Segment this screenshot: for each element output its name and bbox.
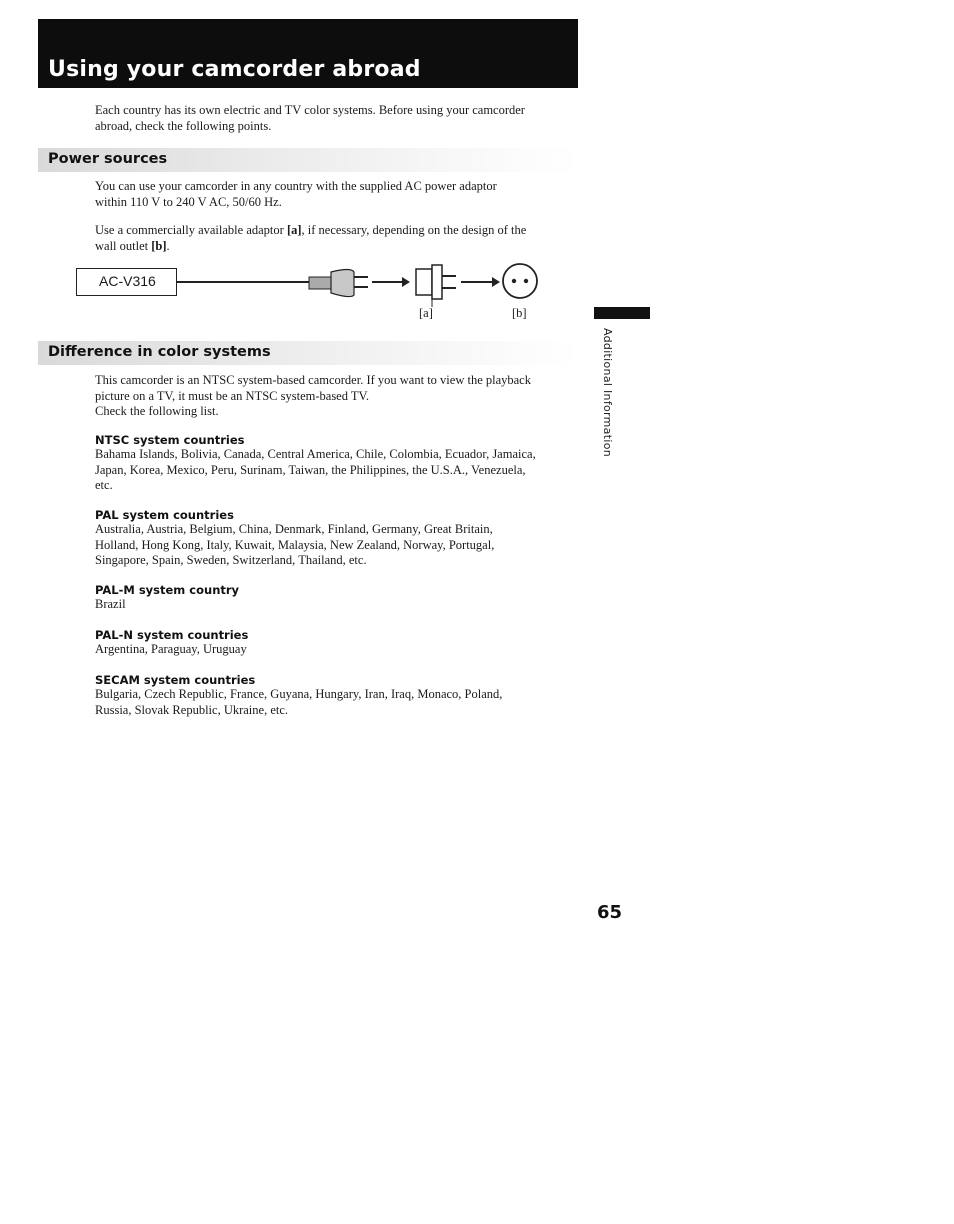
list-body — [95, 447, 536, 494]
country-list-pal — [95, 508, 494, 569]
color-paragraph — [95, 373, 531, 420]
list-line: Argentina, Paraguay, Uruguay — [95, 642, 247, 656]
power-paragraph-1 — [95, 179, 497, 210]
side-section-label: Additional Information — [601, 328, 614, 457]
ref-b: [b] — [151, 238, 167, 253]
list-body — [95, 642, 248, 658]
paragraph-line — [95, 223, 526, 239]
wall-outlet-icon — [503, 264, 537, 298]
list-heading: PAL-N system countries — [95, 628, 249, 642]
list-heading: PAL system countries — [95, 508, 234, 522]
list-line: Singapore, Spain, Sweden, Switzerland, Thailand, etc. — [95, 553, 367, 567]
text-span: , if necessary, depending on the design of the — [301, 223, 527, 237]
country-list-ntsc — [95, 433, 536, 494]
intro-line: Each country has its own electric and TV color systems. Before using your camcorder — [95, 103, 525, 117]
list-line: etc. — [95, 478, 113, 492]
list-heading: SECAM system countries — [95, 673, 256, 687]
text-span: wall outlet — [95, 238, 152, 253]
country-list-pal-m — [95, 583, 239, 613]
arrow-right-icon — [461, 277, 500, 287]
power-paragraph-2 — [95, 223, 526, 254]
side-tab-marker — [594, 307, 650, 319]
paragraph-line — [95, 239, 526, 255]
list-body — [95, 522, 494, 569]
paragraph-line: picture on a TV, it must be an NTSC system-based TV. — [95, 388, 370, 403]
arrow-right-icon — [372, 277, 410, 287]
section-heading: Difference in color systems — [48, 344, 271, 360]
country-list-secam — [95, 673, 502, 718]
text-span: . — [166, 238, 170, 253]
plug-icon — [309, 270, 368, 297]
adaptor-model-label: AC-V316 — [99, 273, 156, 289]
list-line: Russia, Slovak Republic, Ukraine, etc. — [95, 702, 289, 717]
page-number: 65 — [597, 902, 623, 923]
text-span: Use a commercially available adaptor — [95, 223, 287, 237]
list-body — [95, 597, 239, 613]
adaptor-model-box — [76, 268, 177, 296]
section-power-sources — [38, 148, 578, 172]
plug-adaptor-icon — [416, 265, 456, 307]
intro-paragraph — [95, 103, 525, 134]
list-line: Holland, Hong Kong, Italy, Kuwait, Malaysia, New Zealand, Norway, Portugal, — [95, 537, 495, 552]
label-b: [b] — [512, 306, 527, 320]
section-heading: Power sources — [48, 151, 168, 167]
paragraph-line: This camcorder is an NTSC system-based camcorder. If you want to view the playback — [95, 373, 531, 387]
power-adaptor-diagram — [176, 255, 546, 315]
intro-line: abroad, check the following points. — [95, 118, 272, 133]
paragraph-line: within 110 V to 240 V AC, 50/60 Hz. — [95, 194, 282, 209]
country-list-pal-n — [95, 628, 248, 658]
section-color-systems — [38, 341, 578, 365]
list-line: Bulgaria, Czech Republic, France, Guyana, Hungary, Iran, Iraq, Monaco, Poland, — [95, 687, 503, 701]
list-line: Australia, Austria, Belgium, China, Denmark, Finland, Germany, Great Britain, — [95, 522, 493, 536]
label-a: [a] — [419, 306, 433, 320]
page-title-bar — [38, 19, 578, 88]
ref-a: [a] — [286, 223, 302, 237]
list-line: Japan, Korea, Mexico, Peru, Surinam, Taiwan, the Philippines, the U.S.A., Venezuela, — [95, 462, 526, 477]
page-title: Using your camcorder abroad — [48, 57, 421, 82]
paragraph-line: Check the following list. — [95, 404, 219, 418]
list-heading: PAL-M system country — [95, 583, 240, 597]
paragraph-line: You can use your camcorder in any country with the supplied AC power adaptor — [95, 179, 497, 193]
list-body — [95, 687, 502, 718]
list-line: Bahama Islands, Bolivia, Canada, Central America, Chile, Colombia, Ecuador, Jamaica, — [95, 447, 536, 461]
list-heading: NTSC system countries — [95, 433, 245, 447]
list-line: Brazil — [95, 597, 126, 611]
